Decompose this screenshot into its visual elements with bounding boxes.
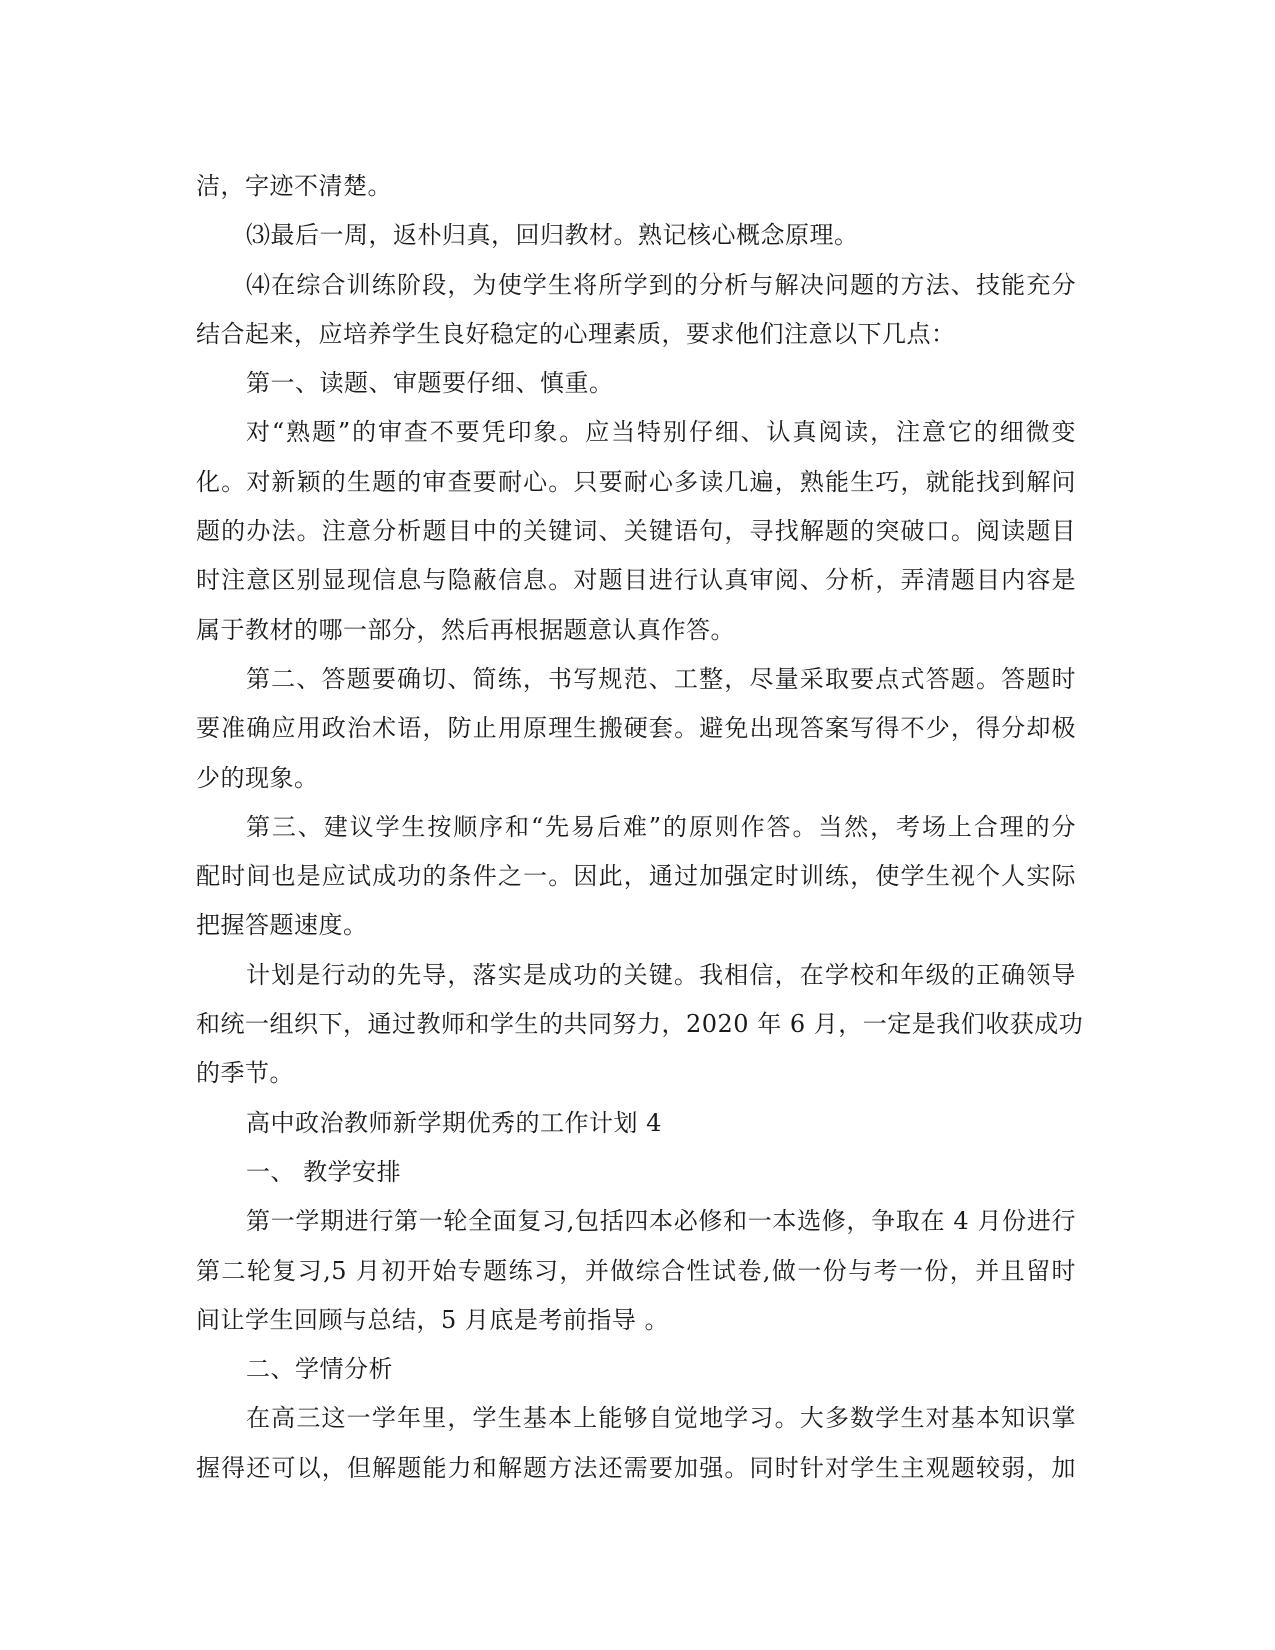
text-line: 高中政治教师新学期优秀的工作计划 4 xyxy=(246,1108,662,1137)
text-line: 题的办法。注意分析题目中的关键词、关键语句，寻找解题的突破口。阅读题目 xyxy=(196,517,1076,546)
body-text xyxy=(196,162,1084,1493)
text-line: 第一、读题、审题要仔细、慎重。 xyxy=(246,369,614,398)
text-line: 结合起来，应培养学生良好稳定的心理素质，要求他们注意以下几点： xyxy=(196,319,956,348)
text-line: 时注意区别显现信息与隐蔽信息。对题目进行认真审阅、分析，弄清题目内容是 xyxy=(196,566,1076,595)
text-line: 属于教材的哪一部分，然后再根据题意认真作答。 xyxy=(196,615,735,644)
text-line: 计划是行动的先导，落实是成功的关键。我相信，在学校和年级的正确领导 xyxy=(246,960,1076,989)
text-line: 的季节。 xyxy=(196,1059,294,1088)
text-line: ⑶最后一周，返朴归真，回归教材。熟记核心概念原理。 xyxy=(246,221,859,250)
text-line: 洁，字迹不清楚。 xyxy=(196,172,392,200)
text-line: 一、 教学安排 xyxy=(246,1157,402,1186)
text-line: 间让学生回顾与总结，5 月底是考前指导 。 xyxy=(196,1305,670,1334)
text-line: 第二、答题要确切、简练，书写规范、工整，尽量采取要点式答题。答题时 xyxy=(246,664,1076,693)
text-line: 配时间也是应试成功的条件之一。因此，通过加强定时训练，使学生视个人实际 xyxy=(196,862,1076,891)
text-line: 少的现象。 xyxy=(196,763,319,792)
text-line: 把握答题速度。 xyxy=(196,911,368,940)
text-line: 第三、建议学生按顺序和“先易后难”的原则作答。当然，考场上合理的分 xyxy=(246,812,1076,841)
text-line: 握得还可以，但解题能力和解题方法还需要加强。同时针对学生主观题较弱，加 xyxy=(196,1453,1076,1482)
text-line: 化。对新颖的生题的审查要耐心。只要耐心多读几遍，熟能生巧，就能找到解问 xyxy=(196,467,1076,496)
text-line: 要准确应用政治术语，防止用原理生搬硬套。避免出现答案写得不少，得分却极 xyxy=(196,714,1076,743)
text-line: ⑷在综合训练阶段，为使学生将所学到的分析与解决问题的方法、技能充分 xyxy=(246,270,1076,299)
text-line: 二、学情分析 xyxy=(246,1355,393,1384)
text-line: 对“熟题”的审查不要凭印象。应当特别仔细、认真阅读，注意它的细微变 xyxy=(246,418,1076,447)
text-line: 第二轮复习,5 月初开始专题练习，并做综合性试卷,做一份与考一份，并且留时 xyxy=(196,1256,1076,1285)
text-line: 第一学期进行第一轮全面复习,包括四本必修和一本选修，争取在 4 月份进行 xyxy=(246,1207,1076,1236)
text-line: 在高三这一学年里，学生基本上能够自觉地学习。大多数学生对基本知识掌 xyxy=(246,1404,1076,1433)
text-line: 和统一组织下，通过教师和学生的共同努力，2020 年 6 月，一定是我们收获成功 xyxy=(196,1010,1084,1039)
